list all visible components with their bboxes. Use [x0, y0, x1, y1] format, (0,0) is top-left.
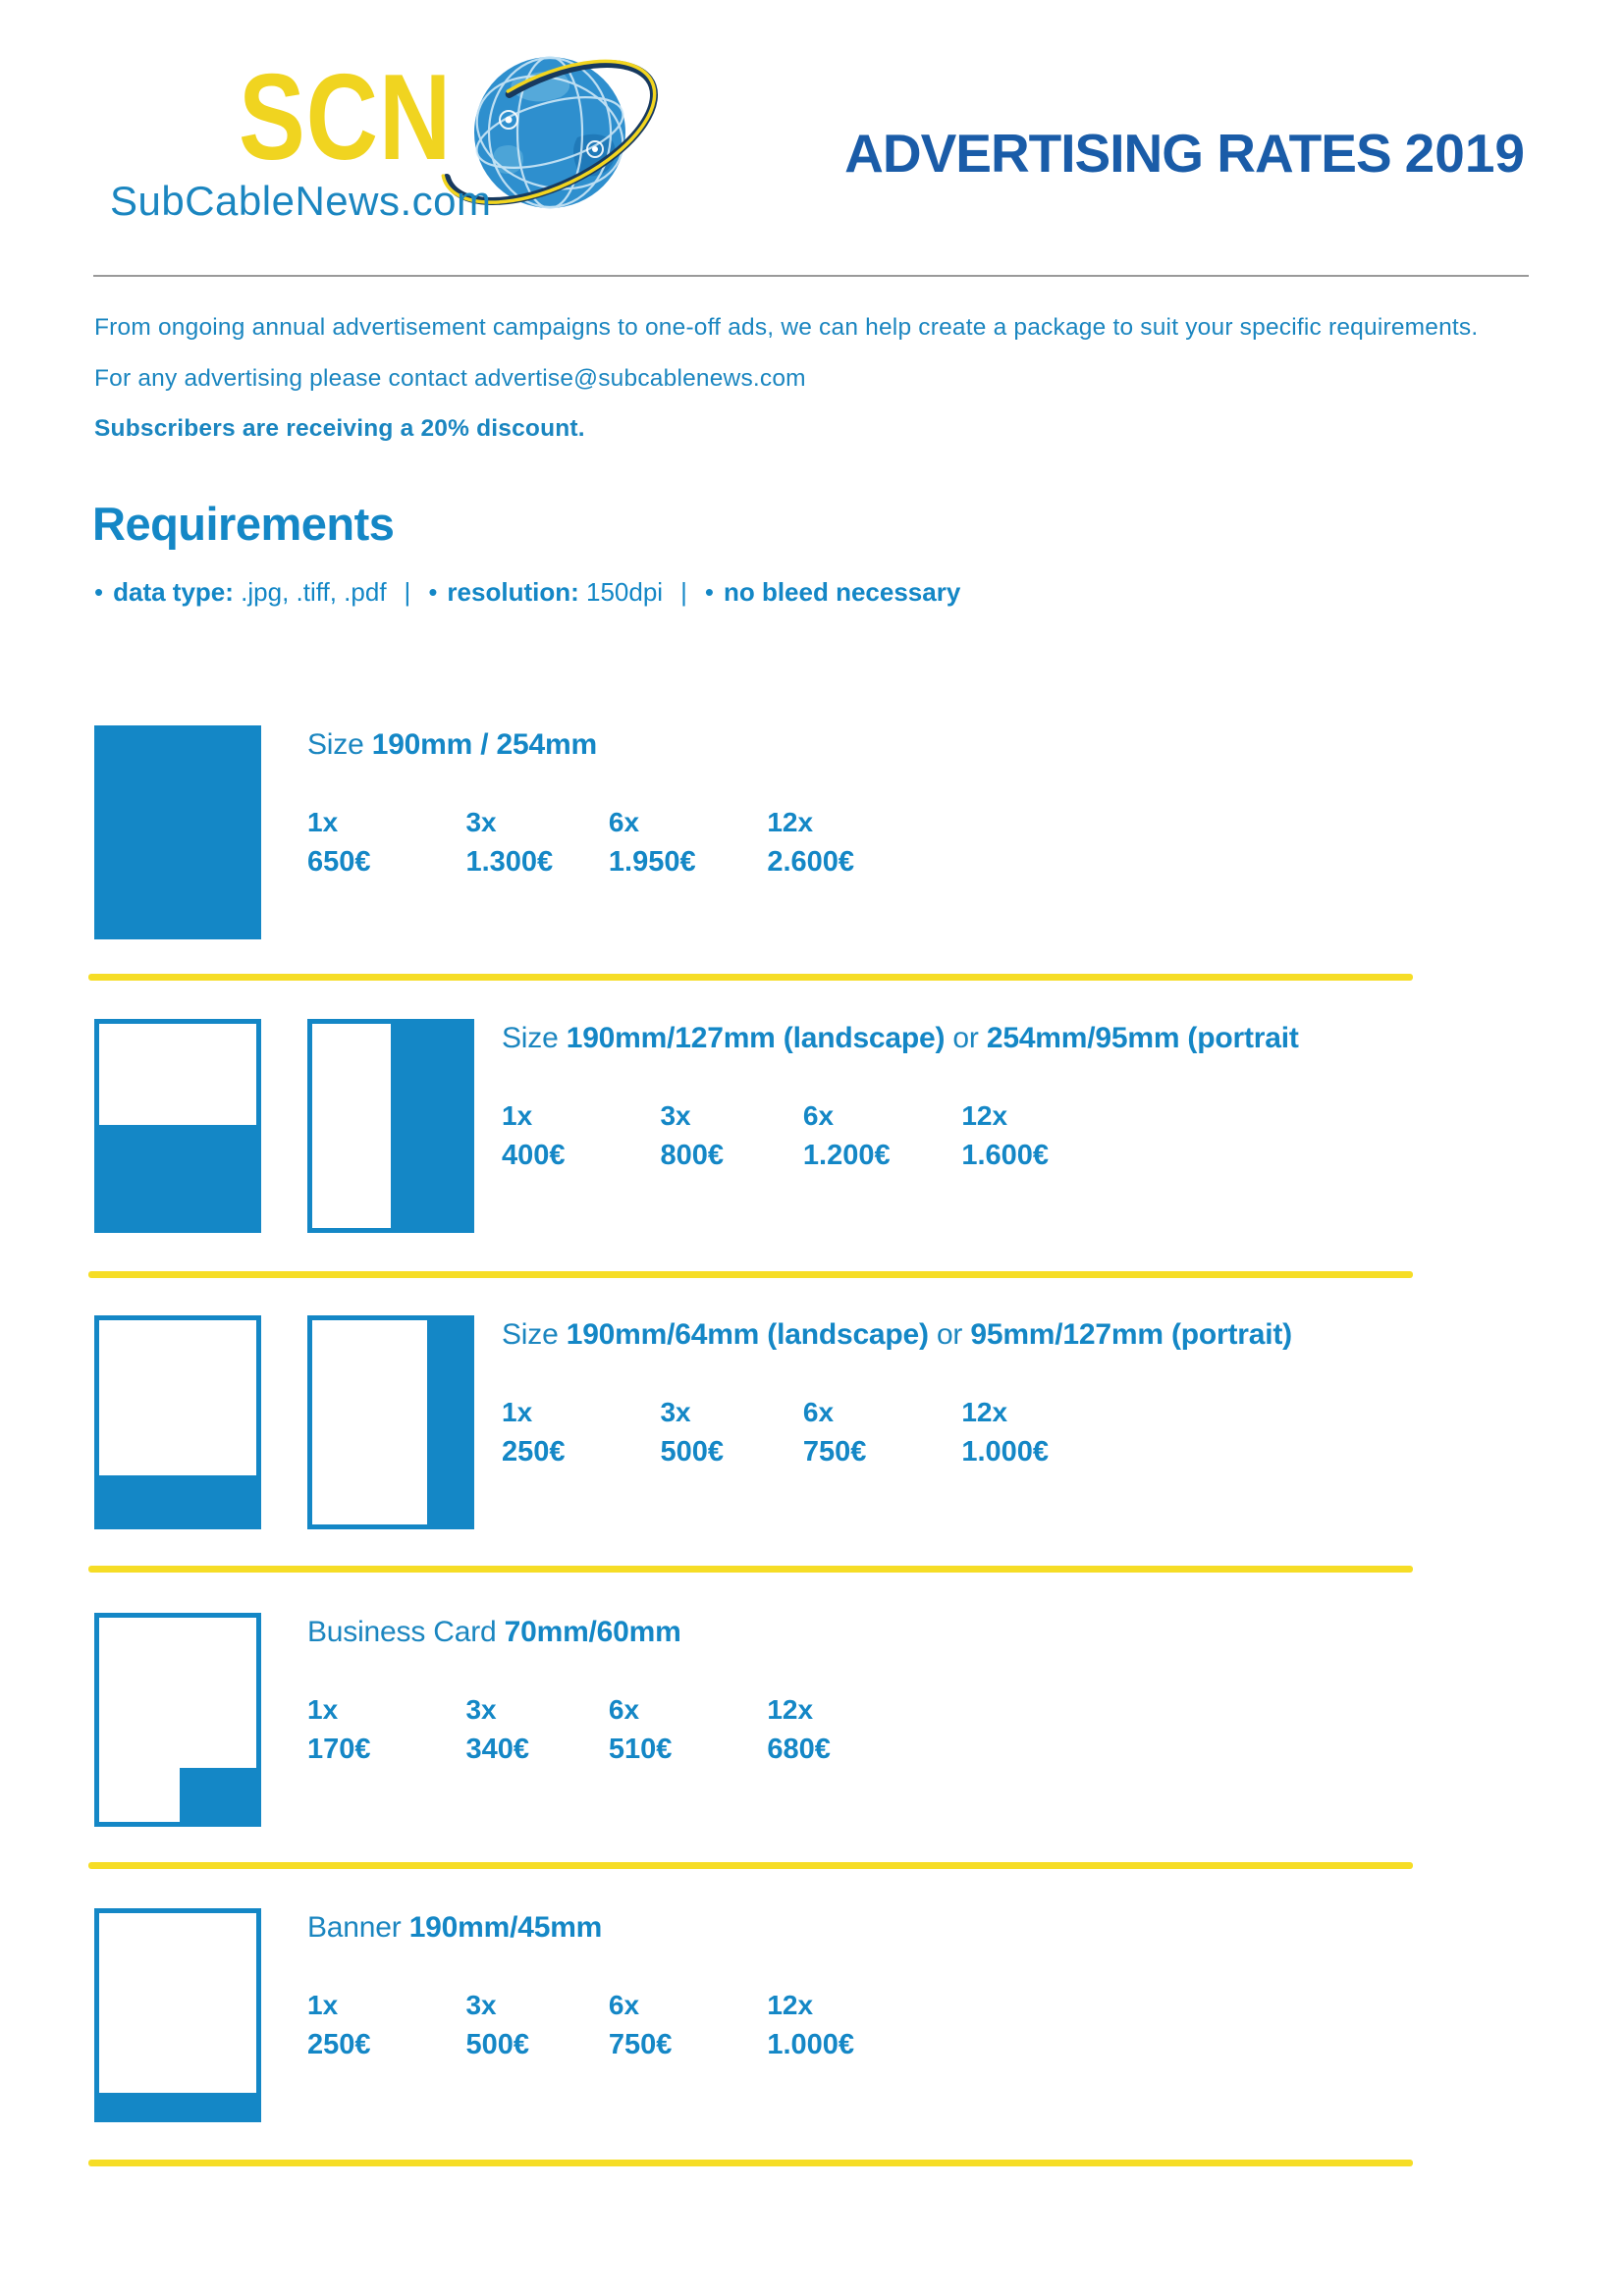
rate-block-title: Size 190mm/127mm (landscape) or 254mm/95mm (portrait: [502, 1022, 1299, 1054]
intro-line-1: From ongoing annual advertisement campaigns to one-off ads, we can help create a package to suit your specific requirements.: [94, 314, 1479, 341]
ad-shape-fill: [427, 1315, 474, 1529]
ad-shape-full-page: [94, 725, 261, 939]
yellow-separator: [88, 1862, 1413, 1869]
req-resolution-value: 150dpi: [586, 577, 664, 607]
intro-discount-note: Subscribers are receiving a 20% discount.: [94, 415, 585, 442]
rate-cell: 6x 750€: [608, 1990, 673, 2060]
rate-cell: 3x 1.300€: [465, 807, 554, 878]
ad-shape-fill: [94, 1125, 261, 1233]
ad-shape-landscape-quarter: [94, 1315, 261, 1529]
ad-shape-fill: [94, 1475, 261, 1529]
ad-shape-landscape-half: [94, 1019, 261, 1233]
rate-cell: 1x 650€: [307, 807, 371, 878]
rate-cell: 6x 1.950€: [608, 807, 696, 878]
yellow-separator: [88, 1271, 1413, 1278]
rate-block-title: Size 190mm/64mm (landscape) or 95mm/127mm (portrait): [502, 1318, 1292, 1351]
rate-block-half-page: [0, 1019, 1624, 1237]
rate-block-full-page: [0, 725, 1624, 943]
header-divider: [93, 275, 1529, 277]
ad-shape-portrait-quarter: [307, 1315, 474, 1529]
ad-shape-fill: [180, 1768, 261, 1827]
rate-cell: 1x 400€: [502, 1100, 566, 1171]
rate-cell: 12x 1.000€: [961, 1397, 1050, 1468]
rate-cell: 3x 340€: [465, 1694, 529, 1765]
page-title-main: ADVERTISING RATES: [844, 123, 1391, 184]
yellow-separator: [88, 2160, 1413, 2166]
req-data-type-formats: .jpg, .tiff, .pdf: [241, 577, 387, 607]
separator-pipe: |: [680, 577, 687, 607]
bullet-icon: •: [428, 577, 438, 607]
rate-cell: 6x 750€: [802, 1397, 867, 1468]
bullet-icon: •: [94, 577, 104, 607]
rate-table: [502, 1099, 1079, 1172]
rate-cell: 3x 500€: [465, 1990, 529, 2060]
req-data-type-label: data type:: [113, 577, 234, 607]
rate-cell: 6x 510€: [608, 1694, 673, 1765]
rate-table: [307, 1693, 885, 1766]
rate-cell: 3x 800€: [660, 1100, 724, 1171]
rate-table: [502, 1396, 1079, 1468]
rate-cell: 12x 1.000€: [767, 1990, 855, 2060]
ad-shape-business-card: [94, 1613, 261, 1827]
rate-cell: 6x 1.200€: [802, 1100, 891, 1171]
rate-table: [307, 806, 885, 879]
rate-block-title: Business Card 70mm/60mm: [307, 1616, 681, 1648]
bullet-icon: •: [704, 577, 714, 607]
rate-block-title: Banner 190mm/45mm: [307, 1911, 603, 1944]
intro-line-2: For any advertising please contact advertise@subcablenews.com: [94, 365, 806, 392]
logo-acronym: SCN: [239, 50, 453, 186]
rate-cell: 12x 1.600€: [961, 1100, 1050, 1171]
rate-cell: 1x 170€: [307, 1694, 371, 1765]
yellow-separator: [88, 974, 1413, 981]
separator-pipe: |: [404, 577, 411, 607]
rate-cell: 12x 2.600€: [767, 807, 855, 878]
rate-table: [307, 1989, 885, 2061]
rate-cell: 1x 250€: [502, 1397, 566, 1468]
req-resolution-label: resolution:: [447, 577, 579, 607]
rate-block-quarter-page: [0, 1315, 1624, 1533]
ad-shape-portrait-half: [307, 1019, 474, 1233]
yellow-separator: [88, 1566, 1413, 1573]
ad-shape-fill: [94, 2093, 261, 2122]
logo-domain: SubCableNews.com: [110, 178, 492, 224]
page-title: [844, 122, 1525, 185]
page-title-year: 2019: [1404, 123, 1525, 184]
rate-cell: 3x 500€: [660, 1397, 724, 1468]
rate-cell: 1x 250€: [307, 1990, 371, 2060]
requirements-heading: Requirements: [92, 498, 395, 550]
ad-shape-banner: [94, 1908, 261, 2122]
rate-cell: 12x 680€: [767, 1694, 831, 1765]
requirements-list: [94, 577, 960, 608]
rate-block-business-card: [0, 1613, 1624, 1831]
req-bleed-label: no bleed necessary: [723, 577, 961, 607]
rate-block-title: Size 190mm / 254mm: [307, 728, 597, 761]
ad-shape-fill: [391, 1019, 474, 1233]
rate-block-banner: [0, 1908, 1624, 2126]
